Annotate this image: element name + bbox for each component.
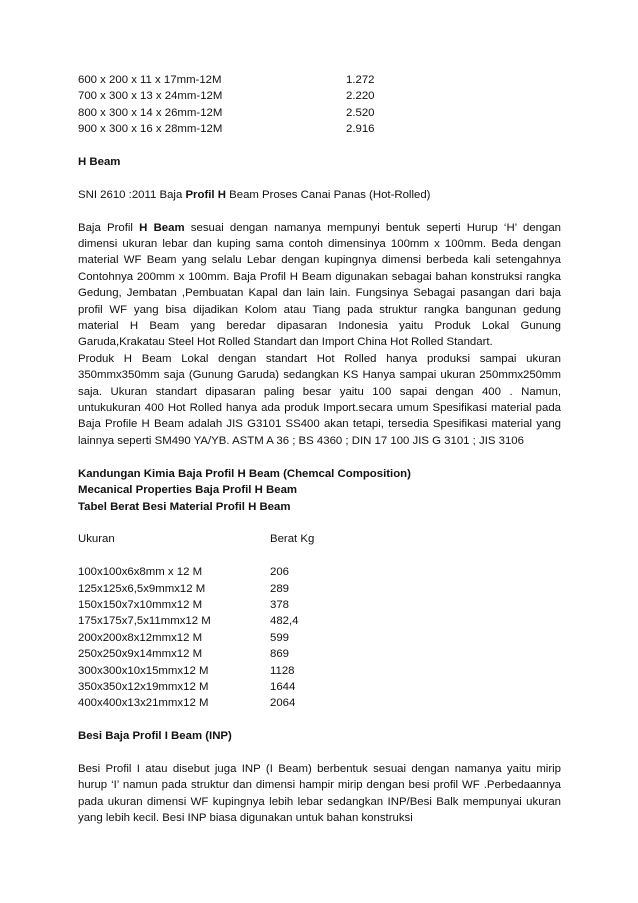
wf-value: 2.220 <box>346 90 375 103</box>
h-weight: 1644 <box>270 680 296 693</box>
table-row <box>78 663 561 679</box>
wf-value: 1.272 <box>346 74 375 86</box>
h-size: 400x400x13x21mmx12 M <box>78 697 209 710</box>
sni-line <box>78 187 561 203</box>
sni-post: Beam Proses Canai Panas (Hot-Rolled) <box>225 188 431 201</box>
para1-post: sesuai dengan namanya mempunyi bentuk seperti Hurup ‘H’ dengan dimensi ukuran lebar dan kuping sama contoh dimensinya 100mm x 100mm. Beda dengan material WF Beam yang selalu Lebar dengan kupingnya dimensi berbeda kali setengahnya Contohnya 200mm x 100mm. Baja Profil H Beam digunakan sebagai bahan konstruksi rangka Gedung, Jembatan ,Pembuatan Kapal dan lain lain. Fungsinya Sebagai pasangan dari baja profil WF yang bisa dijadikan Kolom atau Tiang pada struktur rangka bangunan gedung material H Beam yang beredar dipasaran Indonesia yaitu Produk Lokal Gunung Garuda,Krakatau Steel Hot Rolled Standart dan Import China Hot Rolled Standart. <box>78 221 561 349</box>
heading-mecanical: Mecanical Properties Baja Profil H Beam <box>78 484 298 497</box>
h-size: 175x175x7,5x11mmx12 M <box>78 615 211 628</box>
h-weight: 2064 <box>270 697 296 710</box>
h-weight: 206 <box>270 566 290 579</box>
wf-table <box>78 72 561 138</box>
h-beam-heading: H Beam <box>78 156 121 169</box>
table-row <box>78 88 561 104</box>
h-size: 100x100x6x8mm x 12 M <box>78 566 203 579</box>
h-weight: 482,4 <box>270 615 299 628</box>
table-row <box>78 597 561 613</box>
table-row <box>78 564 561 580</box>
h-size: 125x125x6,5x9mmx12 M <box>78 582 206 595</box>
sni-bold: Profil H <box>185 188 226 201</box>
table-header <box>78 531 561 547</box>
h-weight: 599 <box>270 631 290 644</box>
h-size: 200x200x8x12mmx12 M <box>78 631 203 644</box>
h-size: 350x350x12x19mmx12 M <box>78 680 209 693</box>
table-row <box>78 581 561 597</box>
table-row <box>78 72 561 88</box>
para1-pre: Baja Profil <box>78 221 140 234</box>
header-size: Ukuran <box>78 533 115 546</box>
h-weight: 378 <box>270 598 290 611</box>
h-weight: 1128 <box>270 664 295 677</box>
paragraph-ibeam: Besi Profil I atau disebut juga INP (I Beam) berbentuk sesuai dengan namanya yaitu mirip hurup ‘I’ namun pada struktur dan dimensi hampir mirip dengan besi profil WF .Perbedaannya pada ukuran dimensi WF kupingnya lebih lebar sedangkan INP/Besi Balk mempunyai ukuran yang lebih kecil. Besi INP biasa digunakan untuk bahan konstruksi <box>78 762 561 825</box>
wf-size: 900 x 300 x 16 x 28mm-12M <box>78 123 223 136</box>
heading-ibeam: Besi Baja Profil I Beam (INP) <box>78 730 232 743</box>
table-row <box>78 121 561 137</box>
table-row <box>78 679 561 695</box>
sni-pre: SNI 2610 :2011 Baja <box>78 188 186 201</box>
header-weight: Berat Kg <box>270 533 315 546</box>
table-row <box>78 613 561 629</box>
wf-size: 600 x 200 x 11 x 17mm-12M <box>78 74 222 86</box>
table-row <box>78 105 561 121</box>
table-row <box>78 630 561 646</box>
h-beam-table <box>78 564 561 712</box>
paragraph-h-beam <box>78 220 561 351</box>
para1-bold: H Beam <box>139 221 185 234</box>
h-size: 150x150x7x10mmx12 M <box>78 598 203 611</box>
heading-tabel: Tabel Berat Besi Material Profil H Beam <box>78 500 291 513</box>
heading-kimia: Kandungan Kimia Baja Profil H Beam (Chemcal Composition) <box>78 467 411 480</box>
paragraph-produk: Produk H Beam Lokal dengan standart Hot Rolled hanya produksi sampai ukuran 350mmx350mm saja (Gunung Garuda) sedangkan KS Hanya sampai ukuran 250mmx250mm saja. Ukuran standart dipasaran paling besar yaitu 100 sapai dengan 400 . Namun, untukukuran 400 Hot Rolled hanya ada produk Import.secara umum Spesifikasi material pada Baja Profile H Beam adalah JIS G3101 SS400 akan tetapi, tersedia Spesifikasi material yang lainnya seperti SM490 YA/YB. ASTM A 36 ; BS 4360 ; DIN 17 100 JIS G 3101 ; JIS 3106 <box>78 352 561 447</box>
wf-value: 2.916 <box>346 123 375 136</box>
table-row <box>78 646 561 662</box>
h-size: 250x250x9x14mmx12 M <box>78 648 203 661</box>
h-weight: 869 <box>270 648 290 661</box>
table-row <box>78 695 561 711</box>
document-page <box>78 72 561 827</box>
wf-value: 2.520 <box>346 106 375 119</box>
h-size: 300x300x10x15mmx12 M <box>78 664 209 677</box>
wf-size: 800 x 300 x 14 x 26mm-12M <box>78 106 223 119</box>
wf-size: 700 x 300 x 13 x 24mm-12M <box>78 90 223 103</box>
h-weight: 289 <box>270 582 290 595</box>
